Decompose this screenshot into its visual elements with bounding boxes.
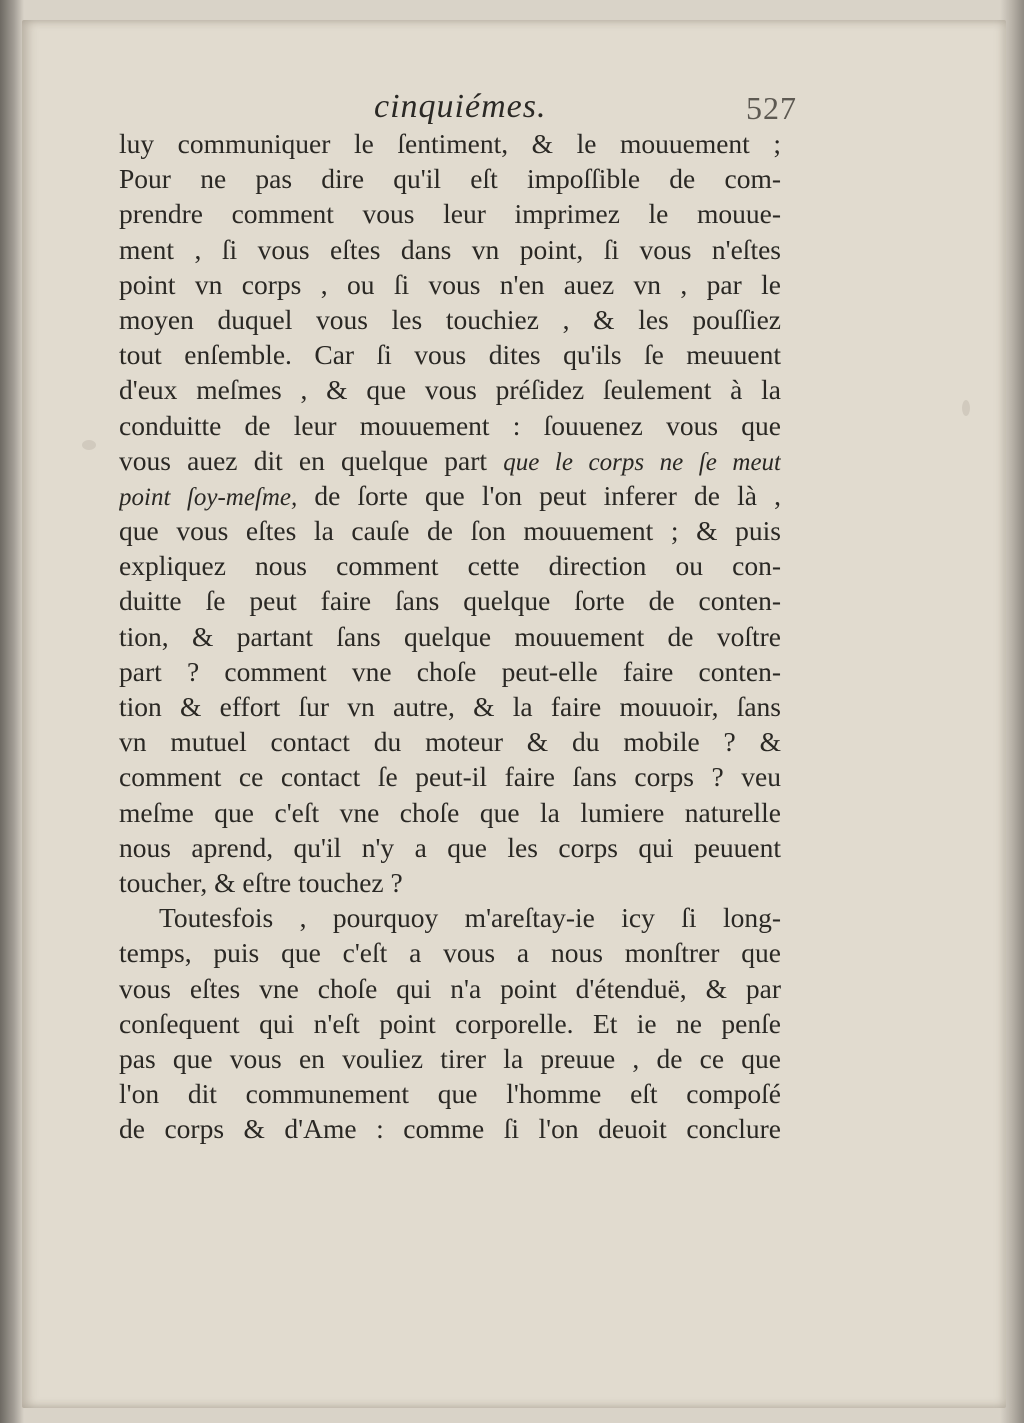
- text-line: pas que vous en vouliez tirer la preuue , de ce que: [119, 1042, 781, 1074]
- text-line: prendre comment vous leur imprimez le mouue-: [119, 198, 781, 230]
- text-line-with-italic: [119, 443, 781, 478]
- page-header: [22, 20, 1006, 130]
- text-line: vn mutuel contact du moteur & du mobile ? &: [119, 726, 781, 758]
- text-line: meſme que c'eſt vne choſe que la lumiere naturelle: [119, 796, 781, 828]
- text-line: tout enſemble. Car ſi vous dites qu'ils ſe meuuent: [119, 339, 781, 371]
- text-line: moyen duquel vous les touchiez , & les pouſſiez: [119, 303, 781, 335]
- italic-quote: que le corps ne ſe meut: [503, 448, 781, 476]
- text-line: conduitte de leur mouuement : ſouuenez vous que: [119, 409, 781, 441]
- text-line: comment ce contact ſe peut-il faire ſans corps ? veu: [119, 761, 781, 793]
- running-head: cinquiémes.: [374, 88, 547, 125]
- book-page: [22, 20, 1006, 1408]
- text-line: temps, puis que c'eſt a vous a nous monſtrer que: [119, 937, 781, 969]
- text-line: tion & effort ſur vn autre, & la faire mouuoir, ſans: [119, 691, 781, 722]
- text-line: l'on dit communement que l'homme eſt compoſé: [119, 1078, 781, 1110]
- paragraph-start: Toutesfois , pourquoy m'areſtay-ie icy ſi long-: [159, 902, 781, 934]
- text-line: luy communiquer le ſentiment, & le mouuement ;: [119, 128, 781, 159]
- text-line: point vn corps , ou ſi vous n'en auez vn , par le: [119, 268, 781, 300]
- text-line: tion, & partant ſans quelque mouuement de voſtre: [119, 620, 781, 652]
- text-line: que vous eſtes la cauſe de ſon mouuement ; & puis: [119, 515, 781, 547]
- paper-stain: [962, 400, 970, 416]
- text-line: expliquez nous comment cette direction ou con-: [119, 550, 781, 582]
- text-line: toucher, & eſtre touchez ?: [119, 866, 403, 898]
- text-run: de ſorte que l'on peut inferer de là ,: [314, 479, 781, 511]
- text-run: vous auez dit en quelque part: [119, 444, 488, 476]
- text-line: ment , ſi vous eſtes dans vn point, ſi vous n'eſtes: [119, 233, 781, 265]
- paper-stain: [82, 440, 96, 450]
- text-line: conſequent qui n'eſt point corporelle. Et ie ne penſe: [119, 1007, 781, 1039]
- page-number: 527: [746, 90, 797, 126]
- text-line: d'eux meſmes , & que vous préſidez ſeulement à la: [119, 374, 781, 406]
- body-text: [119, 126, 781, 1146]
- text-line: Pour ne pas dire qu'il eſt impoſſible de com-: [119, 163, 781, 195]
- text-line: duitte ſe peut faire ſans quelque ſorte de conten-: [119, 585, 781, 617]
- text-line: vous eſtes vne choſe qui n'a point d'étenduë, & par: [119, 972, 781, 1004]
- text-line: nous aprend, qu'il n'y a que les corps qui peuuent: [119, 831, 781, 863]
- italic-quote: point ſoy-meſme,: [119, 483, 298, 511]
- text-line-with-italic: [119, 478, 781, 513]
- text-line: part ? comment vne choſe peut-elle faire conten-: [119, 655, 781, 687]
- text-line: de corps & d'Ame : comme ſi l'on deuoit conclure: [119, 1113, 781, 1145]
